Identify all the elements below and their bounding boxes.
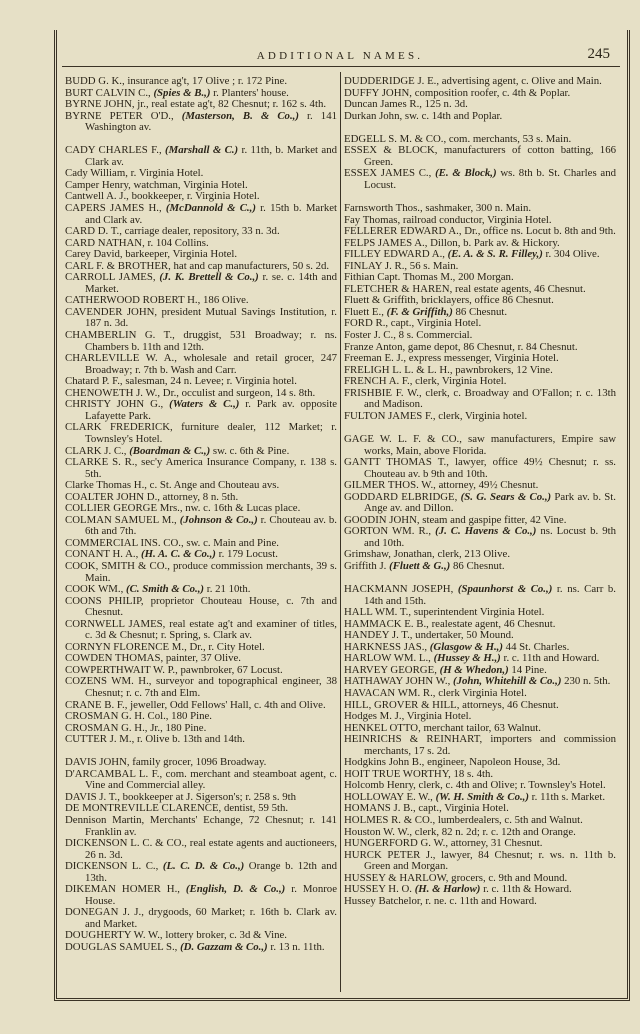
entry-text: FILLEY EDWARD A., [344,248,448,261]
entry-text: ns. Locust b. 9th and 10th. [364,525,616,549]
column-divider [340,72,341,992]
entry-text: CAVENDER JOHN, president Mutual Savings Institution, r. 187 n. 3d. [65,305,337,330]
firm-name: (S. G. Sears & Co.,) [460,490,552,503]
entry-text: r. 11th s. Market. [528,790,606,803]
entry-text: Orange b. 12th and 13th. [85,860,338,884]
left-column [65,76,337,954]
firm-name: (Waters & C.,) [169,398,240,411]
entry-text: r. Chouteau av. b. 6th and 7th. [85,513,337,538]
entry-text: D'ARCAMBAL L. F., com. merchant and steamboat agent, c. Vine and Commercial alley. [65,767,337,792]
entry-text: CARL F. & BROTHER, hat and cap manufacturers, 50 s. 2d. [65,259,330,272]
entry-text: COMMERCIAL INS. CO., sw. c. Main and Pine. [65,536,279,549]
entry-text: DE MONTREVILLE CLARENCE, dentist, 59 5th. [65,802,289,815]
entry-text: CUTTER J. M., r. Olive b. 13th and 14th. [65,733,245,746]
entry-text: COALTER JOHN D., attorney, 8 n. 5th. [65,490,239,503]
entry-text: r. Park av. opposite Lafayette Park. [85,398,337,422]
entry-text: CLARKE S. R., sec'y America Insurance Company, r. 138 s. 5th. [65,456,337,480]
entry-text: GILMER THOS. W., attorney, 49½ Chesnut. [344,479,539,492]
entry-text: Fay Thomas, railroad conductor, Virginia Hotel. [344,213,552,226]
directory-entry [65,676,337,699]
entry-text: Carey David, barkeeper, Virginia Hotel. [65,248,238,261]
entry-text: FRENCH A. F., clerk, Virginia Hotel. [344,375,507,388]
entry-text: CHENOWETH J. W., Dr., occulist and surgeon, 14 s. 8th. [65,386,316,399]
directory-entry [65,145,337,168]
entry-text: CLARK J. C., [65,444,130,457]
entry-text: GANTT THOMAS T., lawyer, office 49½ Chesnut; r. ss. Chouteau av. b 9th and 10th. [344,456,616,480]
entry-text: GODDARD ELBRIDGE, [344,490,461,503]
entry-text: HUNGERFORD G. W., attorney, 31 Chesnut. [344,837,543,850]
header-rule [62,66,620,67]
entry-text: COOK, SMITH & CO., produce commission merchants, 39 s. Main. [65,559,337,584]
entry-text: HUSSEY H. O. [344,883,415,896]
entry-text: COWPERTHWAIT W. P., pawnbroker, 67 Locust. [65,663,283,676]
entry-text: Fithian Capt. Thomas M., 200 Morgan. [344,271,514,284]
firm-name: (L. C. D. & Co.,) [162,860,245,873]
entry-text: ws. 8th b. St. Charles and Locust. [364,167,616,191]
firm-name: (E. A. & S. R. Filley,) [447,248,543,261]
entry-text: Grimshaw, Jonathan, clerk, 213 Olive. [344,548,511,561]
entry-text: CROSMAN G. H. Col., 180 Pine. [65,710,212,723]
entry-text: BURT CALVIN C., [65,86,154,99]
entry-text: HOLLOWAY E. W., [344,790,436,803]
entry-text: FRELIGH L. L. & L. H., pawnbrokers, 12 Vine. [344,363,553,376]
page-number: 245 [587,46,610,62]
firm-name: (McDannold & C.,) [165,202,256,215]
directory-entry [65,111,337,134]
entry-text: HALL WM. T., superintendent Virginia Hotel. [344,606,545,619]
firm-name: (H. & Harlow) [414,883,481,896]
entry-text: HILL, GROVER & HILL, attorneys, 46 Chesnut. [344,698,559,711]
entry-text: FELLERER EDWARD A., Dr., office ns. Locut b. 8th and 9th. [344,225,616,238]
entry-text: r. 141 Washington av. [85,109,337,134]
entry-text: GORTON WM. R., [344,525,436,538]
directory-entry [344,411,616,423]
directory-entry [65,596,337,619]
entry-text: COONS PHILIP, proprietor Chouteau House, c. 7th and Chesnut. [65,594,337,619]
directory-entry [65,884,337,907]
entry-text: Freeman E. J., express messenger, Virginia Hotel. [344,352,559,365]
entry-text: Chatard P. F., salesman, 24 n. Levee; r. Virginia hotel. [65,375,297,388]
directory-entry [65,619,337,642]
entry-text: r. 11th, b. Market and Clark av. [85,144,337,168]
firm-name: (English, D. & Co.,) [185,883,286,896]
entry-text: FELPS JAMES A., Dillon, b. Park av. & Hickory. [344,236,560,249]
directory-entry [65,734,337,746]
entry-text: CORNYN FLORENCE M., Dr., r. City Hotel. [65,640,265,653]
entry-text: DOUGLAS SAMUEL S., [65,941,181,954]
entry-text: DUDDERIDGE J. E., advertising agent, c. Olive and Main. [344,75,602,87]
entry-text: BYRNE JOHN, jr., real estate ag't, 82 Chesnut; r. 162 s. 4th. [65,98,327,111]
firm-name: (Fluett & G.,) [389,559,451,572]
firm-name: (Johnson & Co.,) [179,513,258,526]
entry-text: FINLAY J. R., 56 s. Main. [344,259,459,272]
entry-text: DICKENSON L. C. & CO., real estate agents and auctioneers, 26 n. 3d. [65,837,337,861]
directory-entry [344,111,616,123]
firm-name: (W. H. Smith & Co.,) [435,790,529,803]
entry-text: 44 St. Charles. [502,640,570,653]
entry-text: Griffith J. [344,559,390,572]
entry-text: CATHERWOOD ROBERT H., 186 Olive. [65,294,249,307]
entry-text: r. 21 10th. [204,583,251,596]
entry-text: r. 304 Olive. [542,248,600,261]
entry-text: COZENS WM. H., surveyor and topographical engineer, 38 Chesnut; r. c. 7th and Elm. [65,675,337,699]
directory-entry [344,388,616,411]
entry-text: DUFFY JOHN, composition roofer, c. 4th & Poplar. [344,86,571,99]
entry-text: CHRISTY JOHN G., [65,398,170,411]
directory-entry [65,769,337,792]
entry-text: FRISHBIE F. W., clerk, c. Broadway and O'Fallon; r. c. 13th and Madison. [344,386,616,411]
entry-text: r. ns. Carr b. 14th and 15th. [364,583,616,607]
entry-text: FLETCHER & HAREN, real estate agents, 46 Chesnut. [344,282,586,295]
entry-text: CORNWELL JAMES, real estate ag't and examiner of titles, c. 3d & Chesnut; r. Spring, s. Clark av. [65,617,337,642]
directory-entry [65,861,337,884]
entry-text: Hodges M. J., Virginia Hotel. [344,710,472,723]
entry-text: r. c. 11th & Howard. [480,883,572,896]
entry-text: CHARLEVILLE W. A., wholesale and retail grocer, 247 Broadway; r. 7th b. Wash and Carr. [65,352,337,376]
firm-name: (Spies & B.,) [153,86,211,99]
firm-name: (E. & Block,) [435,167,497,180]
firm-name: (John, Whitehill & Co.,) [453,675,562,688]
directory-entry [65,457,337,480]
entry-text: Fluett E., [344,305,387,318]
directory-entry [344,168,616,191]
entry-text: 86 Chesnut. [450,559,505,572]
firm-name: (F. & Griffith,) [386,305,453,318]
directory-entry [344,850,616,873]
entry-text: Camper Henry, watchman, Virginia Hotel. [65,178,248,191]
entry-text: DIKEMAN HOMER H., [65,883,186,896]
firm-name: (Glasgow & H.,) [429,640,503,653]
entry-text: HAMMACK E. B., realestate agent, 46 Chesnut. [344,617,556,630]
entry-text: HARLOW WM. L., [344,652,434,665]
directory-entry [344,145,616,168]
directory-entry [344,584,616,607]
entry-text: 86 Chesnut. [452,305,508,318]
entry-text: r. 13 n. 11th. [267,941,325,954]
entry-text: CROSMAN G. H., Jr., 180 Pine. [65,721,207,734]
entry-text: HATHAWAY JOHN W., [344,675,454,688]
directory-entry [65,307,337,330]
entry-text: COLLIER GEORGE Mrs., nw. c. 16th & Lucas place. [65,502,301,515]
entry-text: Dennison Martin, Merchants' Echange, 72 Chesnut; r. 141 Franklin av. [65,814,337,838]
entry-text: Hussey Batchelor, r. ne. c. 11th and Howard. [344,894,537,907]
entry-text: HAVACAN WM. R., clerk Virginia Hotel. [344,686,527,699]
entry-text: CHAMBERLIN G. T., druggist, 531 Broadway; r. ns. Chambers b. 11th and 12th. [65,329,337,353]
directory-entry [65,838,337,861]
entry-text: CARROLL JAMES, [65,271,160,284]
directory-entry [65,515,337,538]
entry-text: Holcomb Henry, clerk, c. 4th and Olive; r. Townsley's Hotel. [344,779,606,792]
firm-name: (Spaunhorst & Co.,) [457,583,553,596]
entry-text: FORD R., capt., Virginia Hotel. [344,317,482,330]
entry-text: Duncan James R., 125 n. 3d. [344,98,468,111]
directory-entry [344,734,616,757]
entry-text: HOMANS J. B., capt., Virginia Hotel. [344,802,509,815]
entry-text: ESSEX & BLOCK, manufacturers of cotton batting, 166 Green. [344,144,616,168]
entry-text: DONEGAN J. J., drygoods, 60 Market; r. 16th b. Clark av. and Market. [65,906,337,930]
entry-text: DAVIS J. T., bookkeeper at J. Sigerson's; r. 258 s. 9th [65,790,297,803]
entry-text: HUSSEY & HARLOW, grocers, c. 9th and Mound. [344,871,568,884]
entry-text: HOIT TRUE WORTHY, 18 s. 4th. [344,767,494,780]
entry-text: 230 n. 5th. [561,675,611,688]
directory-entry [344,457,616,480]
directory-entry [344,526,616,549]
directory-entry [344,492,616,515]
entry-text: CLARK FREDERICK, furniture dealer, 112 Market; r. Townsley's Hotel. [65,421,337,445]
entry-text: FULTON JAMES F., clerk, Virginia hotel. [344,409,528,422]
firm-name: (Marshall & C.) [165,144,239,157]
entry-text: DOUGHERTY W. W., lottery broker, c. 3d & Vine. [65,929,287,942]
right-column [344,76,616,907]
entry-text: EDGELL S. M. & CO., com. merchants, 53 s. Main. [344,132,572,145]
directory-entry [344,896,616,908]
page-header [62,46,618,64]
entry-text: r. Planters' house. [210,86,289,99]
entry-text: r. se. c. 14th and Market. [85,271,338,295]
entry-text: BYRNE PETER O'D., [65,109,182,122]
entry-text: CADY CHARLES F., [65,144,166,157]
entry-text: ESSEX JAMES C., [344,167,436,180]
firm-name: (Masterson, B. & Co.,) [181,109,299,122]
entry-text: HANDEY J. T., undertaker, 50 Mound. [344,629,514,642]
firm-name: (Hussey & H.,) [433,652,501,665]
entry-text: Foster J. C., 8 s. Commercial. [344,329,473,342]
firm-name: (Boardman & C.,) [129,444,211,457]
entry-text: Clarke Thomas H., c. St. Ange and Chouteau avs. [65,479,280,492]
directory-entry [65,561,337,584]
directory-entry [65,353,337,376]
directory-entry [344,434,616,457]
entry-text: Cantwell A. J., bookkeeper, r. Virginia Hotel. [65,190,260,203]
entry-text: sw. c. 6th & Pine. [210,444,290,457]
entry-text: 14 Pine. [508,663,547,676]
directory-entry [65,272,337,295]
entry-text: r. 179 Locust. [215,548,278,561]
entry-text: CONANT H. A., [65,548,141,561]
entry-text: r. 15th b. Market and Clark av. [85,202,338,226]
directory-entry [65,399,337,422]
firm-name: (H. A. C. & Co.,) [140,548,216,561]
directory-entry [65,815,337,838]
entry-text: HARKNESS JAS., [344,640,430,653]
entry-text: r. c. 11th and Howard. [500,652,600,665]
entry-text: HURCK PETER J., lawyer, 84 Chesnut; r. ws. n. 11th b. Green and Morgan. [344,848,616,873]
entry-text: Durkan John, sw. c. 14th and Poplar. [344,109,503,122]
entry-text: Hodgkins John B., engineer, Napoleon House, 3d. [344,756,561,769]
firm-name: (J. K. Brettell & Co.,) [159,271,259,284]
entry-text: r. Monroe House. [85,883,337,907]
entry-text: COOK WM., [65,583,126,596]
firm-name: (D. Gazzam & Co.,) [180,941,268,954]
entry-text: DICKENSON L. C., [65,860,163,873]
entry-text: COWDEN THOMAS, painter, 37 Olive. [65,652,241,665]
entry-text: Park av. b. St. Ange av. and Dillon. [364,490,617,515]
firm-name: (C. Smith & Co.,) [126,583,204,596]
entry-text: HEINRICHS & REINHART, importers and commission merchants, 17 s. 2d. [344,733,616,757]
entry-text: CARD NATHAN, r. 104 Collins. [65,236,209,249]
entry-text: BUDD G. K., insurance ag't, 17 Olive ; r. 172 Pine. [65,75,288,87]
directory-entry [65,203,337,226]
entry-text: COLMAN SAMUEL M., [65,513,180,526]
entry-text: CAPERS JAMES H., [65,202,166,215]
entry-text: DAVIS JOHN, family grocer, 1096 Broadway. [65,756,267,769]
entry-text: HARVEY GEORGE, [344,663,440,676]
entry-text: CARD D. T., carriage dealer, repository, 33 n. 3d. [65,225,280,238]
directory-entry [65,942,337,954]
directory-entry [65,907,337,930]
directory-entry [65,422,337,445]
entry-text: Houston W. W., clerk, 82 n. 2d; r. c. 12th and Orange. [344,825,576,838]
entry-text: HENKEL OTTO, merchant tailor, 63 Walnut. [344,721,541,734]
entry-text: CRANE B. F., jeweller, Odd Fellows' Hall, c. 4th and Olive. [65,698,326,711]
firm-name: (J. C. Havens & Co.,) [435,525,537,538]
entry-text: Farnsworth Thos., sashmaker, 300 n. Main. [344,202,532,215]
entry-text: GOODIN JOHN, steam and gaspipe fitter, 42 Vine. [344,513,567,526]
firm-name: (H & Whedon,) [439,663,509,676]
entry-text: Cady William, r. Virginia Hotel. [65,167,204,180]
directory-entry [344,561,616,573]
entry-text: Fluett & Griffith, bricklayers, office 86 Chesnut. [344,294,554,307]
entry-text: HOLMES R. & CO., lumberdealers, c. 5th and Walnut. [344,814,583,826]
directory-entry [65,330,337,353]
entry-text: GAGE W. L. F. & CO., saw manufacturers, Empire saw works, Main, above Florida. [344,432,616,457]
page-title: ADDITIONAL NAMES. [256,50,424,62]
entry-text: Franze Anton, game depot, 86 Chesnut, r. 84 Chesnut. [344,340,578,353]
entry-text: HACKMANN JOSEPH, [344,583,458,596]
